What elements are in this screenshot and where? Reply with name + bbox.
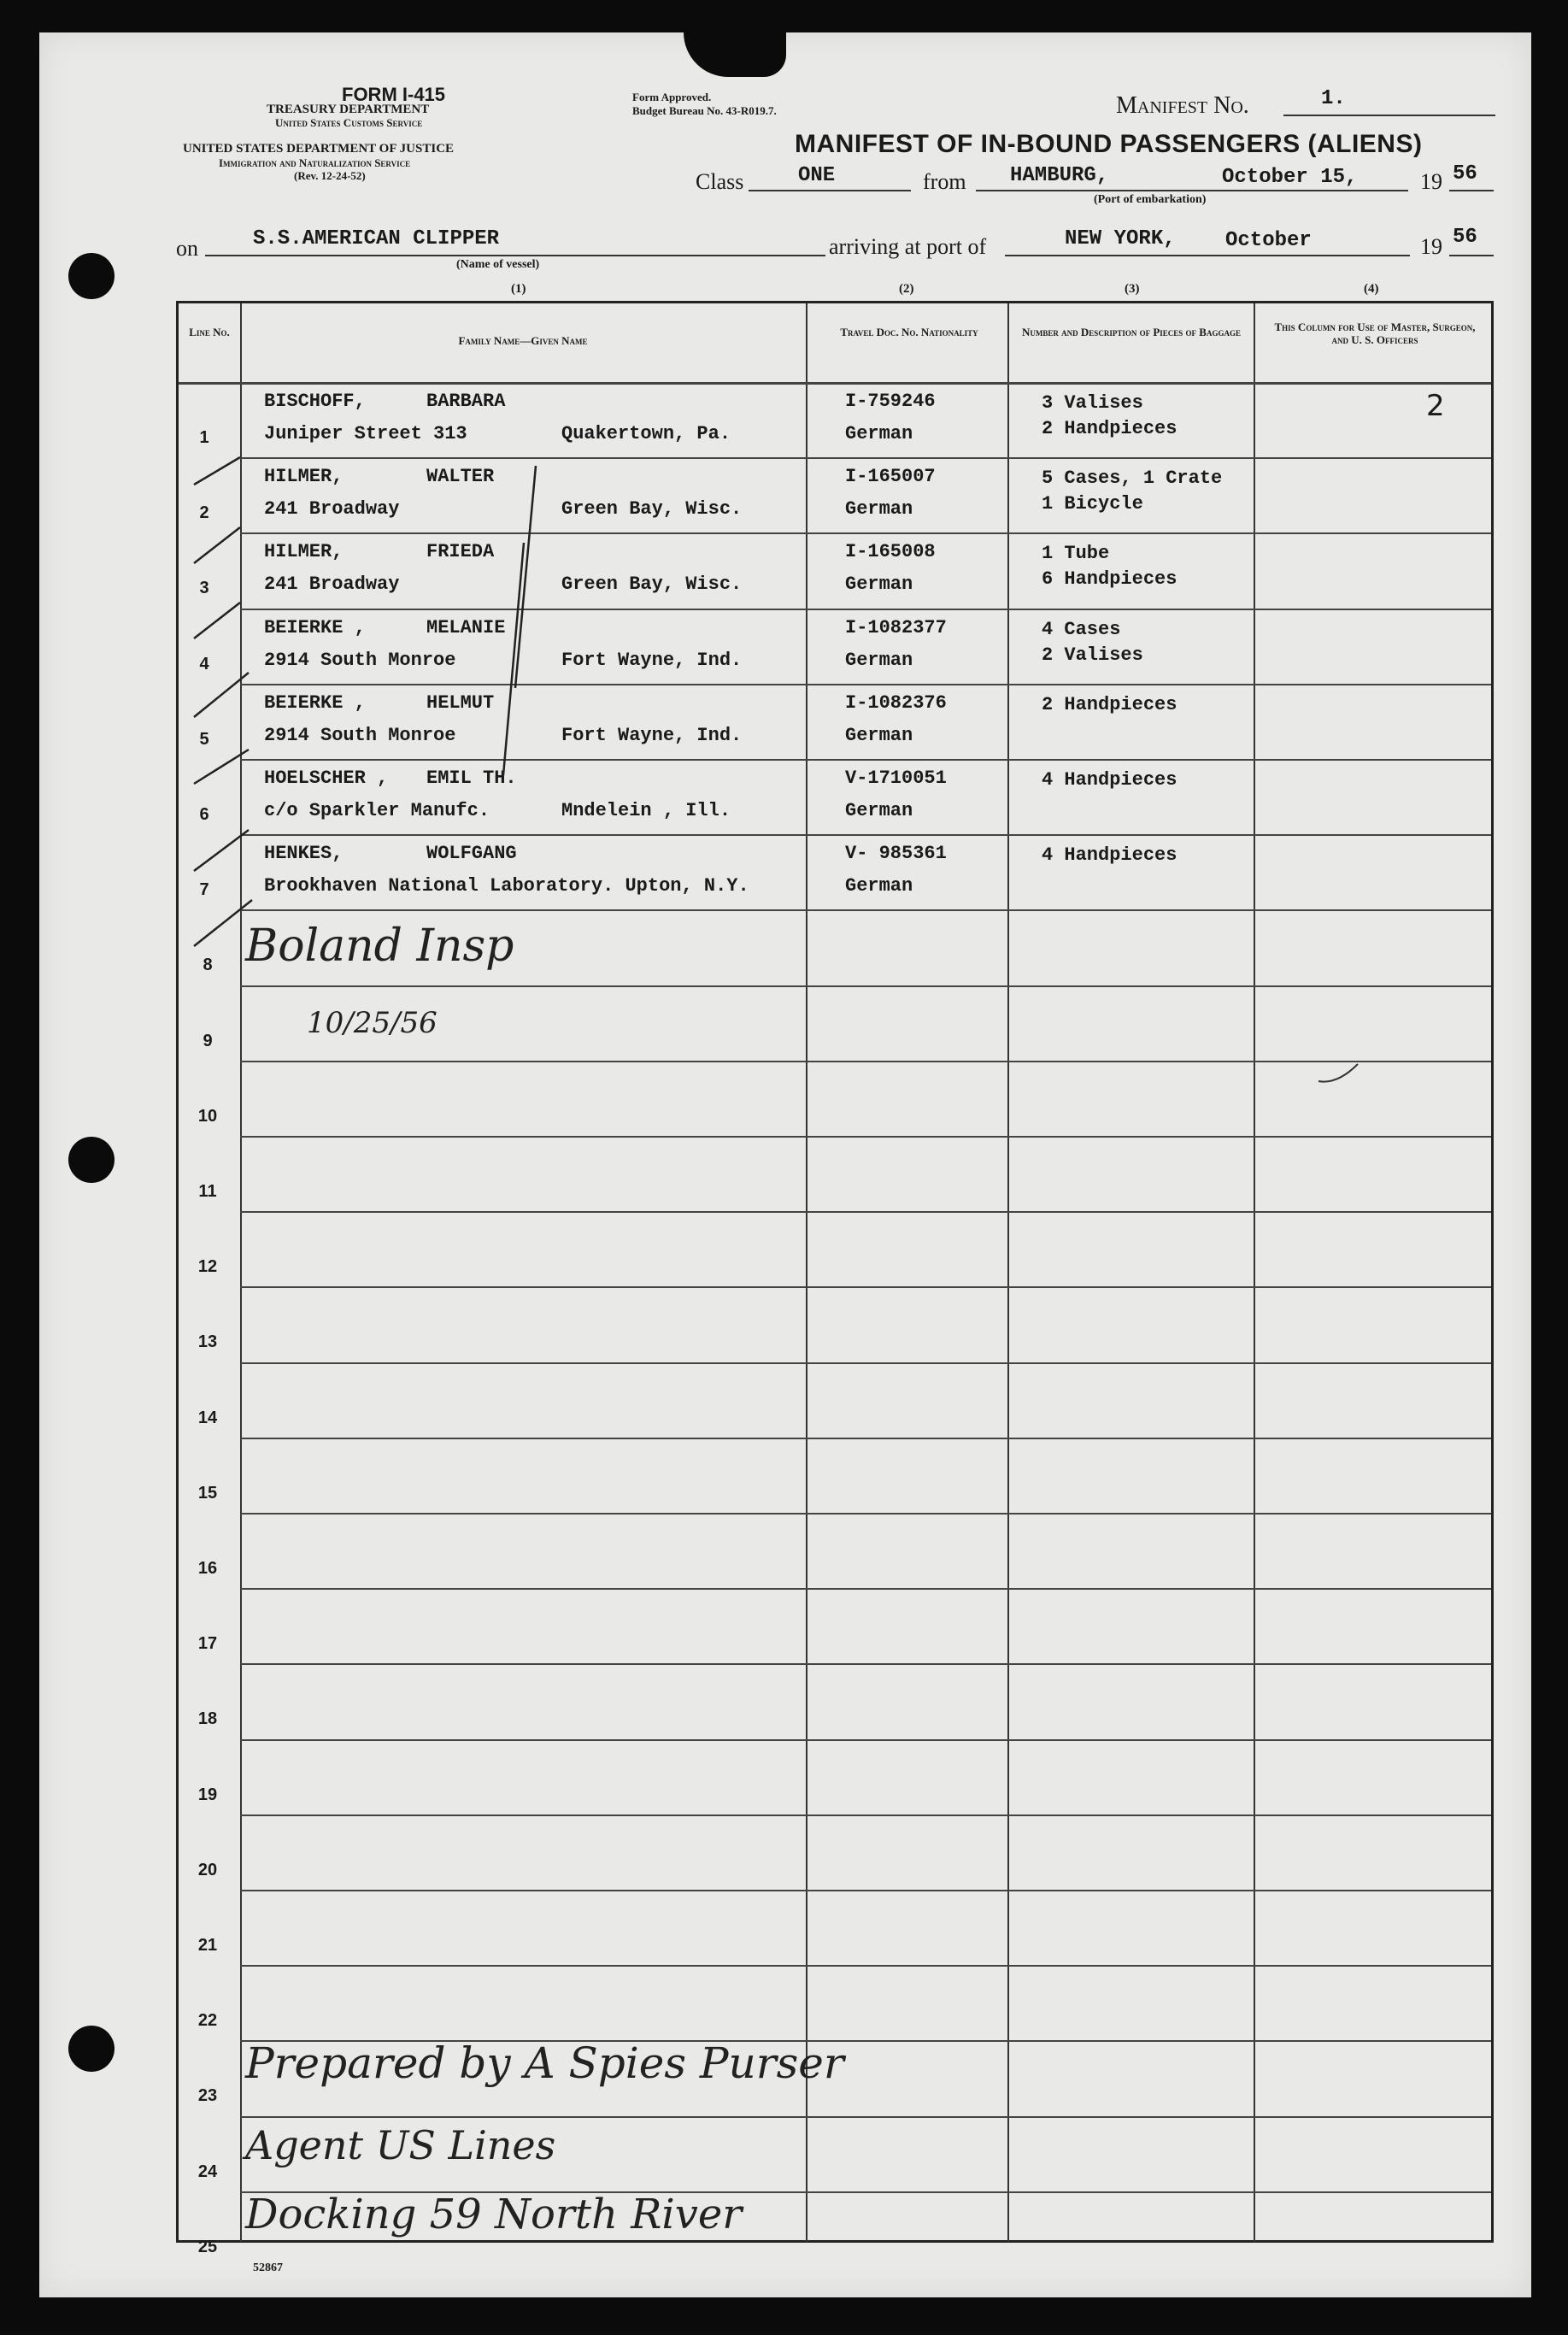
arrival-year: 56 (1453, 226, 1477, 249)
vessel-name: S.S.AMERICAN CLIPPER (253, 227, 500, 250)
line-number: 20 (197, 1860, 218, 1879)
passenger-surname: HENKES, (264, 843, 344, 865)
passenger-given-name: WOLFGANG (426, 843, 517, 865)
travel-doc-no: I-1082377 (845, 616, 947, 638)
line-number: 4 (199, 654, 209, 673)
check-marks (179, 382, 811, 1664)
line-number: 7 (199, 880, 209, 900)
col4-number: (4) (1364, 282, 1379, 296)
binder-hole-top (68, 253, 115, 299)
col-travel-header: Travel Doc. No. Nationality (840, 326, 978, 338)
travel-doc-no: I-165007 (845, 466, 936, 488)
manifest-no-label: Manifest No. (1116, 92, 1249, 119)
form-approved: Form Approved. (632, 91, 712, 103)
baggage-line-1: 4 Handpieces (1042, 769, 1177, 791)
baggage-line-1: 5 Cases, 1 Crate (1042, 468, 1223, 490)
passenger-address: 241 Broadway (264, 573, 400, 596)
line-number: 13 (197, 1332, 218, 1352)
line-number: 11 (198, 1182, 217, 1201)
page-title: MANIFEST OF IN-BOUND PASSENGERS (ALIENS) (795, 130, 1423, 158)
passenger-given-name: HELMUT (426, 691, 495, 714)
nationality: German (845, 875, 913, 897)
footer-code: 52867 (253, 2261, 283, 2274)
baggage-line-1: 4 Handpieces (1042, 844, 1177, 867)
line-number: 22 (197, 2011, 218, 2031)
inspector-signature: Boland Insp (245, 920, 514, 972)
passenger-surname: HILMER, (264, 466, 344, 488)
nationality: German (845, 800, 913, 821)
line-number: 21 (197, 1936, 218, 1955)
binder-hole-bottom (68, 2026, 115, 2072)
nationality: German (845, 498, 913, 521)
line-number: 12 (197, 1257, 218, 1277)
ins-service: Immigration and Naturalization Service (219, 156, 411, 169)
passenger-address: Brookhaven National Laboratory. Upton, N.Y. (264, 875, 749, 897)
docking-note: Docking 59 North River (245, 2191, 743, 2238)
line-number: 3 (199, 579, 209, 598)
treasury-dept: TREASURY DEPARTMENT (267, 103, 430, 116)
passenger-address: 241 Broadway (264, 498, 400, 521)
nationality: German (845, 423, 913, 444)
baggage-line-2: 2 Valises (1042, 644, 1143, 666)
line-number: 14 (197, 1408, 218, 1427)
nationality: German (845, 573, 913, 596)
manifest-no-value: 1. (1321, 87, 1346, 110)
col-line-no-header: Line No. (189, 326, 230, 338)
agent-signature: Agent US Lines (245, 2122, 556, 2168)
passenger-table (176, 301, 1494, 2256)
line-number: 5 (199, 729, 209, 749)
margin-tick (1315, 1056, 1366, 1090)
embarkation-port: HAMBURG, (1010, 164, 1109, 187)
passenger-city: Mndelein , Ill. (561, 800, 731, 821)
line-number: 15 (197, 1483, 218, 1503)
passenger-surname: BEIERKE , (264, 691, 366, 714)
passenger-city: Quakertown, Pa. (561, 423, 731, 444)
line-number: 23 (197, 2086, 218, 2106)
line-number: 24 (197, 2161, 218, 2181)
arriving-label: arriving at port of (829, 234, 987, 259)
inspection-date: 10/25/56 (307, 1006, 438, 1040)
nationality: German (845, 724, 913, 746)
embarkation-date: October 15, (1222, 166, 1358, 189)
line-number: 19 (197, 1785, 218, 1804)
baggage-line-2: 2 Handpieces (1042, 418, 1177, 439)
col-officers-header: This Column for Use of Master, Surgeon, and U. S. Officers (1274, 321, 1476, 346)
line-number: 6 (199, 805, 209, 824)
passenger-surname: BISCHOFF, (264, 391, 366, 412)
travel-doc-no: V-1710051 (845, 768, 947, 789)
on-label: on (176, 236, 198, 261)
baggage-line-2: 1 Bicycle (1042, 493, 1143, 515)
arrival-port: NEW YORK, (1065, 227, 1176, 250)
passenger-surname: HILMER, (264, 541, 344, 563)
line-number: 1 (199, 428, 209, 447)
line-number: 2 (199, 503, 209, 523)
passenger-given-name: BARBARA (426, 391, 506, 412)
baggage-line-1: 3 Valises (1042, 392, 1143, 414)
col2-number: (2) (899, 282, 914, 296)
justice-dept: UNITED STATES DEPARTMENT OF JUSTICE (183, 142, 455, 156)
col-name-header: Family Name—Given Name (458, 334, 588, 347)
vessel-caption: (Name of vessel) (456, 258, 540, 271)
budget-bureau: Budget Bureau No. 43-R019.7. (632, 104, 777, 117)
line-number: 18 (197, 1709, 218, 1729)
port-caption: (Port of embarkation) (1094, 193, 1207, 206)
customs-service: United States Customs Service (275, 116, 423, 129)
line-number: 25 (197, 2237, 218, 2256)
passenger-address: 2914 South Monroe (264, 649, 456, 671)
line-number: 16 (197, 1559, 218, 1578)
passenger-city: Green Bay, Wisc. (561, 498, 743, 521)
passenger-city: Green Bay, Wisc. (561, 573, 743, 596)
col1-number: (1) (511, 282, 526, 296)
form-number: FORM I-415 (342, 84, 446, 105)
binder-hole-middle (68, 1137, 115, 1183)
from-label: from (923, 169, 966, 194)
col3-number: (3) (1125, 282, 1140, 296)
passenger-city: Fort Wayne, Ind. (561, 724, 743, 746)
passenger-surname: HOELSCHER , (264, 768, 389, 789)
travel-doc-no: I-165008 (845, 541, 936, 563)
arrival-date: October (1225, 229, 1312, 252)
passenger-given-name: WALTER (426, 466, 495, 488)
line-number: 8 (203, 956, 213, 975)
travel-doc-no: V- 985361 (845, 843, 947, 865)
baggage-line-1: 4 Cases (1042, 618, 1121, 640)
line-number: 10 (197, 1106, 218, 1126)
travel-doc-no: I-1082376 (845, 691, 947, 714)
passenger-address: 2914 South Monroe (264, 724, 456, 746)
form-revision: (Rev. 12-24-52) (294, 169, 366, 182)
year-prefix-2: 19 (1420, 234, 1442, 259)
passenger-address: c/o Sparkler Manufc. (264, 800, 490, 821)
prepared-by-signature: Prepared by A Spies Purser (245, 2038, 844, 2088)
nationality: German (845, 649, 913, 671)
baggage-line-1: 1 Tube (1042, 543, 1110, 565)
line-number: 9 (203, 1031, 213, 1050)
passenger-surname: BEIERKE , (264, 616, 366, 638)
passenger-given-name: FRIEDA (426, 541, 495, 563)
passenger-given-name: EMIL TH. (426, 768, 517, 789)
passenger-given-name: MELANIE (426, 616, 506, 638)
line-number: 17 (197, 1634, 218, 1654)
passenger-address: Juniper Street 313 (264, 423, 467, 444)
travel-doc-no: I-759246 (845, 391, 936, 412)
officer-mark: 2 (1426, 389, 1445, 423)
class-label: Class (696, 169, 744, 194)
class-value: ONE (798, 164, 836, 187)
baggage-line-2: 6 Handpieces (1042, 568, 1177, 591)
col-baggage-header: Number and Description of Pieces of Baggage (1022, 326, 1241, 338)
embarkation-year: 56 (1453, 162, 1477, 185)
passenger-city: Fort Wayne, Ind. (561, 649, 743, 671)
baggage-line-1: 2 Handpieces (1042, 693, 1177, 715)
year-prefix-1: 19 (1420, 169, 1442, 194)
